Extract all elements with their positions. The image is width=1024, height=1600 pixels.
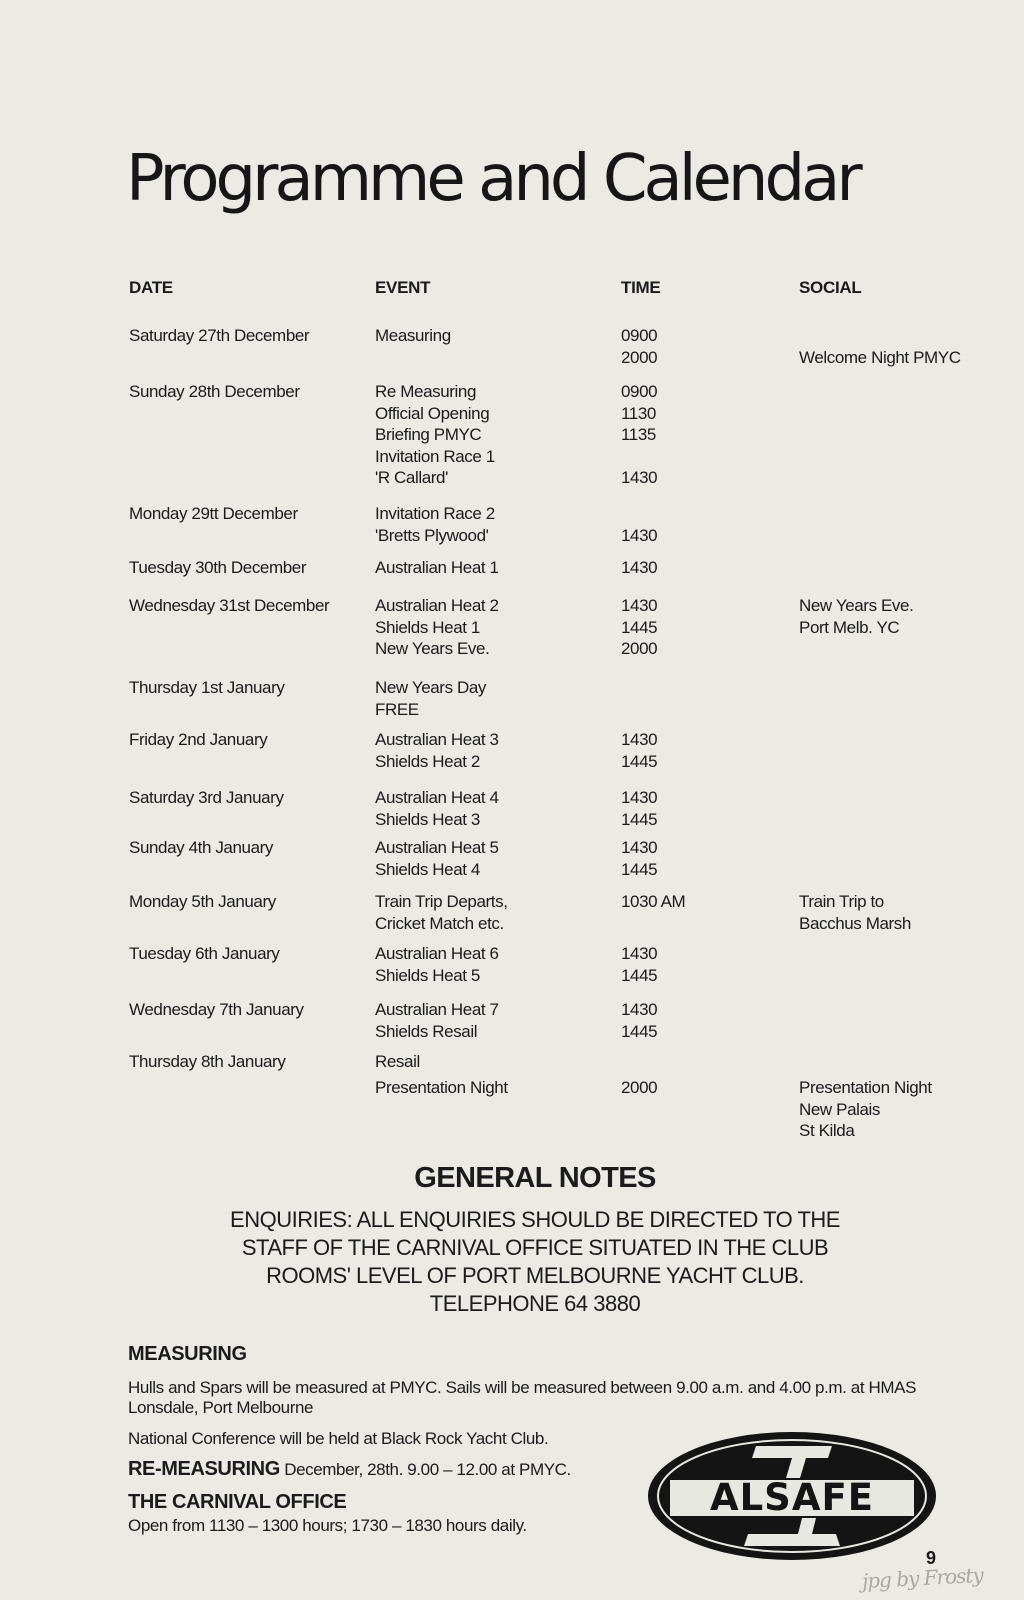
measuring-heading: MEASURING bbox=[128, 1343, 247, 1365]
schedule-time-line: 2000 bbox=[621, 1078, 658, 1097]
page-number: 9 bbox=[926, 1548, 937, 1568]
schedule-date-line: Tuesday 6th January bbox=[129, 944, 280, 963]
schedule-event bbox=[375, 677, 486, 720]
schedule-event-line: Official Opening bbox=[375, 403, 490, 423]
schedule-date bbox=[129, 325, 309, 347]
schedule-date-line: Monday 5th January bbox=[129, 892, 276, 911]
schedule-date-line: Sunday 28th December bbox=[129, 382, 300, 401]
schedule-event-line: Invitation Race 1 bbox=[375, 446, 495, 466]
schedule-date bbox=[129, 729, 267, 751]
schedule-event-line bbox=[375, 347, 451, 369]
schedule-time bbox=[621, 787, 657, 830]
schedule-date bbox=[129, 677, 284, 699]
schedule-event-line: Shields Heat 3 bbox=[375, 809, 480, 829]
schedule-event bbox=[375, 325, 451, 368]
schedule-date bbox=[129, 837, 273, 859]
general-notes-title: GENERAL NOTES bbox=[414, 1162, 656, 1194]
schedule-time-line: 1445 bbox=[621, 1021, 658, 1041]
schedule-event bbox=[375, 381, 495, 489]
schedule-event-line: Australian Heat 5 bbox=[375, 838, 499, 857]
schedule-date-line: Sunday 4th January bbox=[129, 838, 274, 857]
remeasuring-text: December, 28th. 9.00 – 12.00 at PMYC. bbox=[279, 1460, 571, 1479]
schedule-time bbox=[621, 325, 657, 368]
schedule-date-line: Saturday 27th December bbox=[129, 326, 310, 345]
carnival-office-text: Open from 1130 – 1300 hours; 1730 – 1830 hours daily. bbox=[128, 1516, 527, 1535]
schedule-date-line: Thursday 1st January bbox=[129, 678, 285, 697]
header-time: TIME bbox=[621, 278, 661, 297]
schedule-time-line: 1430 bbox=[621, 944, 658, 963]
schedule-time-line: 2000 bbox=[621, 639, 658, 658]
schedule-event-line: 'Bretts Plywood' bbox=[375, 525, 489, 545]
schedule-time-line: 1445 bbox=[621, 617, 658, 637]
schedule-time bbox=[621, 837, 657, 880]
schedule-event-line: Invitation Race 2 bbox=[375, 504, 495, 523]
schedule-event-line: Australian Heat 4 bbox=[375, 788, 499, 807]
schedule-date-line: Saturday 3rd January bbox=[129, 788, 284, 807]
schedule-time-line: 1445 bbox=[621, 751, 658, 771]
schedule-time-line: 1430 bbox=[621, 468, 658, 487]
schedule-date bbox=[129, 787, 284, 809]
schedule-time-line: 1430 bbox=[621, 596, 658, 615]
schedule-social-line: Presentation Night bbox=[799, 1078, 932, 1097]
schedule-event-line: 'R Callard' bbox=[375, 468, 448, 487]
schedule-time-line: 0900 bbox=[621, 326, 658, 345]
schedule-event-line: Re Measuring bbox=[375, 382, 477, 401]
schedule-time-line: 1430 bbox=[621, 730, 658, 749]
schedule-event-line: Presentation Night bbox=[375, 1078, 508, 1097]
schedule-time-line: 1445 bbox=[621, 859, 658, 879]
schedule-time-line: 1430 bbox=[621, 1000, 658, 1019]
schedule-date-line: Wednesday 31st December bbox=[129, 596, 330, 615]
schedule-time-line: 1430 bbox=[621, 525, 658, 545]
conference-text: National Conference will be held at Black Rock Yacht Club. bbox=[128, 1429, 549, 1448]
carnival-office-heading: THE CARNIVAL OFFICE bbox=[128, 1491, 347, 1513]
schedule-event-line: Australian Heat 1 bbox=[375, 558, 499, 577]
schedule-event-line: Shields Heat 2 bbox=[375, 751, 480, 771]
schedule-event-line: Australian Heat 7 bbox=[375, 1000, 499, 1019]
schedule-date-line: Wednesday 7th January bbox=[129, 1000, 304, 1019]
schedule-event bbox=[375, 999, 499, 1042]
schedule-event-line: Australian Heat 6 bbox=[375, 944, 499, 963]
schedule-time-line: 0900 bbox=[621, 382, 658, 401]
schedule-social bbox=[799, 891, 911, 934]
alsafe-logo bbox=[644, 1428, 940, 1564]
schedule-event-line: Cricket Match etc. bbox=[375, 913, 504, 933]
schedule-event bbox=[375, 1051, 420, 1073]
schedule-date bbox=[129, 595, 329, 617]
schedule-date-line: Tuesday 30th December bbox=[129, 558, 307, 577]
schedule-event-line: Shields Heat 4 bbox=[375, 859, 480, 879]
schedule-date bbox=[129, 1051, 285, 1073]
page-title: Programme and Calendar bbox=[126, 142, 859, 216]
schedule-date bbox=[129, 381, 300, 403]
schedule-event bbox=[375, 1077, 508, 1099]
schedule-time-line: 1430 bbox=[621, 558, 658, 577]
schedule-event bbox=[375, 787, 499, 830]
schedule-event-line: Train Trip Departs, bbox=[375, 892, 508, 911]
header-event: EVENT bbox=[375, 278, 431, 297]
schedule-social-line: St Kilda bbox=[799, 1121, 855, 1140]
schedule-time-line bbox=[621, 503, 657, 525]
schedule-date bbox=[129, 891, 276, 913]
schedule-date bbox=[129, 943, 280, 965]
telephone-line: TELEPHONE 64 3880 bbox=[429, 1291, 641, 1316]
schedule-event bbox=[375, 729, 499, 772]
schedule-event bbox=[375, 595, 499, 660]
schedule-time-line: 1135 bbox=[621, 425, 656, 444]
schedule-time-line: 1430 bbox=[621, 838, 658, 857]
schedule-social bbox=[799, 1077, 932, 1142]
schedule-event-line: New Years Day bbox=[375, 678, 487, 697]
schedule-date-line: Monday 29tt December bbox=[129, 504, 298, 523]
schedule-date bbox=[129, 503, 298, 525]
schedule-event-line: Australian Heat 3 bbox=[375, 730, 499, 749]
schedule-event-line: Briefing PMYC bbox=[375, 425, 482, 444]
schedule-event-line: Shields Heat 5 bbox=[375, 965, 480, 985]
schedule-time-line: 1030 AM bbox=[621, 892, 686, 911]
schedule-social bbox=[799, 595, 913, 638]
schedule-social-line: New Years Eve. bbox=[799, 596, 914, 615]
header-date: DATE bbox=[129, 278, 173, 297]
schedule-social-line bbox=[799, 325, 961, 347]
schedule-time bbox=[621, 943, 657, 986]
schedule-time-line: 1430 bbox=[621, 788, 658, 807]
schedule-time bbox=[621, 557, 657, 579]
schedule-date-line: Thursday 8th January bbox=[129, 1052, 286, 1071]
general-notes-text bbox=[0, 1206, 1024, 1318]
schedule-time bbox=[621, 1077, 657, 1099]
schedule-event-line: Australian Heat 2 bbox=[375, 596, 499, 615]
schedule-time bbox=[621, 595, 657, 660]
schedule-time-line: 2000 bbox=[621, 347, 658, 367]
measuring-text: Hulls and Spars will be measured at PMYC. Sails will be measured between 9.00 a.m. and 4.00 p.m. at HMAS Lonsdale, Port Melbourne bbox=[128, 1378, 917, 1417]
schedule-event-line: Resail bbox=[375, 1052, 420, 1071]
schedule-event-line: Measuring bbox=[375, 326, 451, 345]
header-social: SOCIAL bbox=[799, 278, 862, 297]
schedule-social bbox=[799, 325, 961, 368]
schedule-event bbox=[375, 943, 499, 986]
enquiries-line: ROOMS' LEVEL OF PORT MELBOURNE YACHT CLUB. bbox=[266, 1263, 804, 1288]
schedule-time bbox=[621, 729, 657, 772]
schedule-social-line: Train Trip to bbox=[799, 892, 884, 911]
schedule-date bbox=[129, 557, 306, 579]
schedule-event bbox=[375, 503, 495, 546]
schedule-time bbox=[621, 891, 685, 913]
logo-text: ALSAFE bbox=[709, 1476, 875, 1519]
schedule-event bbox=[375, 891, 508, 934]
schedule-time-line bbox=[621, 446, 657, 468]
schedule-time-line: 1445 bbox=[621, 965, 658, 985]
watermark: jpg by Frosty bbox=[861, 1562, 984, 1594]
enquiries-line: STAFF OF THE CARNIVAL OFFICE SITUATED IN THE CLUB bbox=[241, 1235, 829, 1260]
schedule-event-line: Shields Resail bbox=[375, 1021, 478, 1041]
schedule-event-line: Shields Heat 1 bbox=[375, 617, 480, 637]
schedule-event-line: FREE bbox=[375, 699, 419, 719]
schedule-time bbox=[621, 503, 657, 546]
remeasuring-label: RE-MEASURING bbox=[128, 1458, 280, 1480]
schedule-social-line: Welcome Night PMYC bbox=[799, 347, 961, 367]
schedule-event bbox=[375, 837, 499, 880]
schedule-event-line: New Years Eve. bbox=[375, 639, 490, 658]
schedule-time-line: 1130 bbox=[621, 403, 656, 423]
schedule-time-line: 1445 bbox=[621, 809, 658, 829]
schedule-social-line: New Palais bbox=[799, 1099, 881, 1119]
schedule-time bbox=[621, 381, 657, 489]
enquiries-line: ENQUIRIES: ALL ENQUIRIES SHOULD BE DIRECTED TO THE bbox=[230, 1207, 840, 1232]
schedule-event bbox=[375, 557, 499, 579]
schedule-social-line: Port Melb. YC bbox=[799, 617, 900, 637]
schedule-date-line: Friday 2nd January bbox=[129, 730, 268, 749]
schedule-date bbox=[129, 999, 304, 1021]
schedule-time bbox=[621, 999, 657, 1042]
schedule-social-line: Bacchus Marsh bbox=[799, 913, 911, 933]
